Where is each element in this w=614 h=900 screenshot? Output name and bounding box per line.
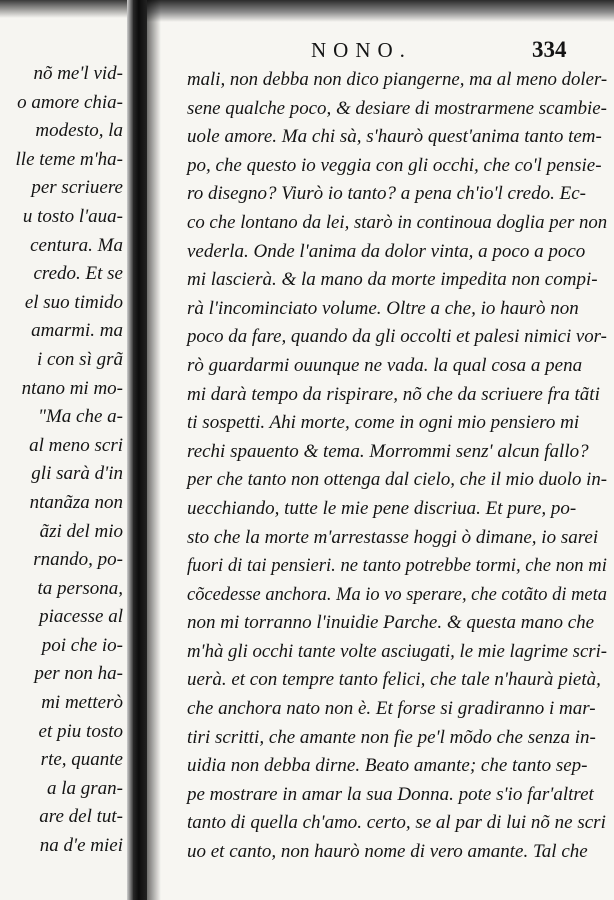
text-line: uecchiando, tutte le mie pene discriua. Et pure, po- [187,497,577,519]
left-text-line: gli sarà d'in [31,463,123,485]
left-text-line: el suo timido [24,291,123,313]
text-line: tiri scritti, che amante non fie pe'l mõdo che senza in- [187,726,596,748]
left-text-line: ta persona, [37,577,123,599]
text-line: sene qualche poco, & desiare di mostrarmene scambie- [187,97,607,119]
left-text-line: ntanãza non [29,491,123,513]
left-text-line: are del tut- [39,806,123,828]
left-text-line: "Ma che a- [38,406,123,428]
text-line: poco da fare, quando da gli occolti et palesi nimici vor- [187,326,607,348]
text-line: uerà. et con tempre tanto felici, che tale n'haurà pietà, [187,669,601,691]
text-line: che anchora nato non è. Et forse si gradiranno i mar- [187,698,596,720]
text-line: uole amore. Ma chi sà, s'haurò quest'anima tanto tem- [187,126,602,148]
text-line: tanto di quella ch'amo. certo, se al par di lui nõ ne scri [187,812,606,834]
page-header [147,38,614,68]
left-text-line: o amore chia- [17,91,123,113]
text-line: mi darà tempo da rispirare, nõ che da scriuere fra tãti [187,383,600,405]
page-number: 334 [532,37,567,62]
left-text-line: piacesse al [39,606,123,628]
left-text-line: mi metterò [41,692,123,714]
left-text-line: ãzi del mio [39,520,123,542]
left-text-line: rte, quante [40,749,123,771]
left-text-line: credo. Et se [33,263,123,285]
text-line: mi lascierà. & la mano da morte impedita non compi- [187,269,598,291]
right-page [147,0,614,900]
left-text-line: i con sì grã [36,348,123,370]
text-line: sto che la morte m'arrestasse hoggi ò dimane, io sarei [187,526,599,548]
text-line: mali, non debba non dico piangerne, ma al meno doler- [187,69,608,90]
left-text-line: u tosto l'aua- [22,205,123,227]
left-text-line: per scriuere [31,177,123,199]
text-line: uidia non debba dirne. Beato amante; che tanto sep- [187,755,588,777]
text-line: pe mostrare in amar la sua Donna. pote s'io far'altret [187,783,594,805]
right-page-inner-shadow [147,0,161,900]
left-page [0,0,133,900]
text-line: co che lontano da lei, starò in continoua doglia per non [187,211,608,233]
book-gutter [133,0,147,900]
text-line: non mi torranno l'inuidie Parche. & questa mano che [187,612,595,634]
left-text-line: al meno scri [29,434,123,456]
left-text-line: a la gran- [47,777,123,799]
left-text-line: nõ me'l vid- [33,63,123,84]
text-line: po, che questo io veggia con gli occhi, che co'l pensie- [187,154,602,176]
left-text-line: ntano mi mo- [21,377,123,399]
text-line: cõcedesse anchora. Ma io vo sperare, che cotãto di meta [187,583,607,605]
left-text-line: na d'e miei [39,835,123,857]
left-text-line: et piu tosto [38,720,123,742]
text-line: rò guardarmi ouunque ne vada. la qual cosa a pena [187,354,583,376]
text-line: ro disegno? Viurò io tanto? a pena ch'io'l credo. Ec- [187,183,586,205]
text-line: rechi spauento & tema. Morrommi senz' alcun fallo? [187,440,589,462]
text-line: ti sospetti. Ahi morte, come in ogni mio pensiero mi [187,412,580,434]
text-line: m'hà gli occhi tante volte asciugati, le mie lagrime scri- [187,640,608,662]
left-text-line: modesto, la [35,120,123,142]
left-text-line: per non ha- [34,663,123,685]
main-text-block [187,66,612,867]
text-line: uo et canto, non haurò nome di vero amante. Tal che [187,841,588,863]
left-text-line: lle teme m'ha- [15,148,123,170]
left-text-line: centura. Ma [30,234,123,256]
right-page-top-shadow [147,0,614,22]
left-text-line: rnando, po- [33,549,123,571]
left-text-line: poi che io- [41,634,123,656]
left-page-top-shadow [0,0,133,18]
text-line: per che tanto non ottenga dal cielo, che il mio duolo in- [187,469,608,491]
text-line: fuori di tai pensieri. ne tanto potrebbe tormi, che non mi [187,555,607,577]
left-text-line: amarmi. ma [31,320,123,342]
text-line: vederla. Onde l'anima da dolor vinta, a poco a poco [187,240,586,262]
running-head: NONO. [311,38,412,62]
text-line: rà l'incominciato volume. Oltre a che, io haurò non [187,297,579,319]
left-page-text [0,60,123,861]
